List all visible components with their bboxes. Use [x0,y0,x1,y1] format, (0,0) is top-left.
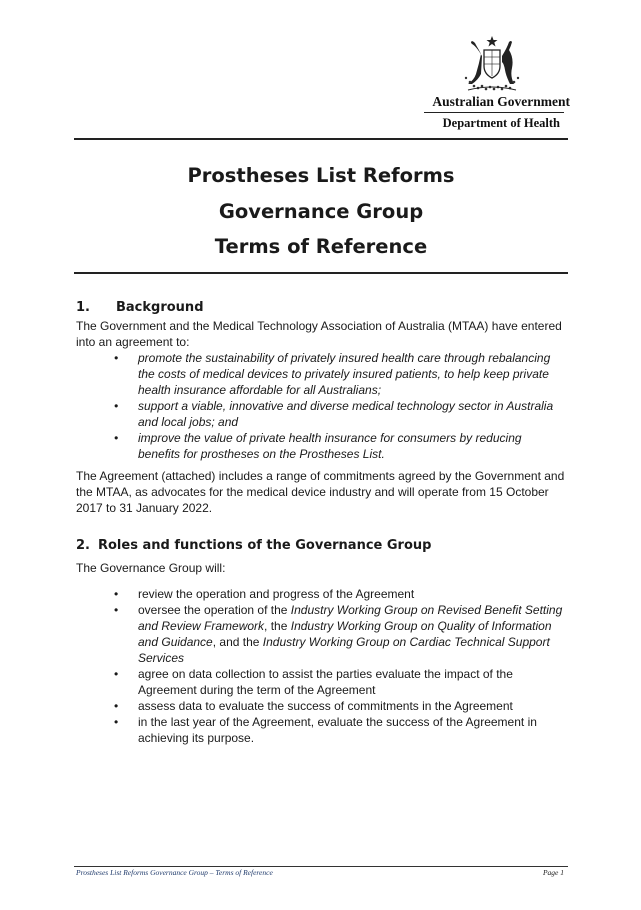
list-item: • improve the value of private health insurance for consumers by reducing benefits for prostheses on the Prostheses List. [114,431,522,461]
list-item: • review the operation and progress of the Agreement [114,587,415,601]
top-divider [74,138,568,140]
section-1-intro: The Government and the Medical Technology Association of Australia (MTAA) have entered into an agreement to: [76,319,562,349]
list-item: • oversee the operation of the Industry Working Group on Revised Benefit Setting and Review Framework, the Industry Working Group on Quality of Information and Guidance, and the Industry Working Group on Cardiac Technical Support Services [114,603,563,665]
section-2-intro: The Governance Group will: [76,561,226,575]
title-divider [74,272,568,274]
title-line-1: Prostheses List Reforms [187,164,455,187]
page-number: Page 1 [542,868,564,877]
bullet-icon: • [114,399,119,413]
section-1-title: Background [116,300,204,315]
header-rule [424,112,564,113]
government-name: Australian Government [432,94,570,109]
section-1-bullet-list [76,350,566,462]
bullet-icon: • [114,667,119,681]
footer-document-title: Prostheses List Reforms Governance Group – Terms of Reference [76,868,273,877]
document-body [76,300,566,746]
list-item: • agree on data collection to assist the parties evaluate the impact of the Agreement during the term of the Agreement [114,667,513,697]
title-line-2: Governance Group [218,199,424,223]
section-1-number: 1. [76,300,90,315]
section-2-title: Roles and functions of the Governance Group [97,538,432,553]
department-name: Department of Health [442,116,560,130]
list-item: • assess data to evaluate the success of commitments in the Agreement [114,699,513,713]
section-2-bullet-list [76,586,566,746]
title-line-3: Terms of Reference [214,235,428,258]
footer-rule [74,866,568,867]
section-2-heading [76,538,566,554]
document-title [74,158,568,265]
bullet-icon: • [114,603,119,617]
list-item: • promote the sustainability of privately insured health care through rebalancing the costs of medical devices to privately insured patients, to help keep private health insurance affordable for all Australians; [114,351,551,397]
bullet-icon: • [114,431,119,445]
list-item: • in the last year of the Agreement, evaluate the success of the Agreement in achieving its purpose. [114,715,537,745]
section-1-closing: The Agreement (attached) includes a range of commitments agreed by the Government and the MTAA, as advocates for the medical device industry and will operate from 15 October 2017 to 31 January 2022. [76,469,565,515]
bullet-icon: • [114,587,119,601]
section-2-number: 2. [76,538,90,553]
bullet-icon: • [114,351,119,365]
list-item: • support a viable, innovative and diverse medical technology sector in Australia and local jobs; and [114,399,554,429]
coat-of-arms-icon [452,34,532,94]
bullet-icon: • [114,715,119,729]
bullet-icon: • [114,699,119,713]
section-1-heading [76,300,566,318]
